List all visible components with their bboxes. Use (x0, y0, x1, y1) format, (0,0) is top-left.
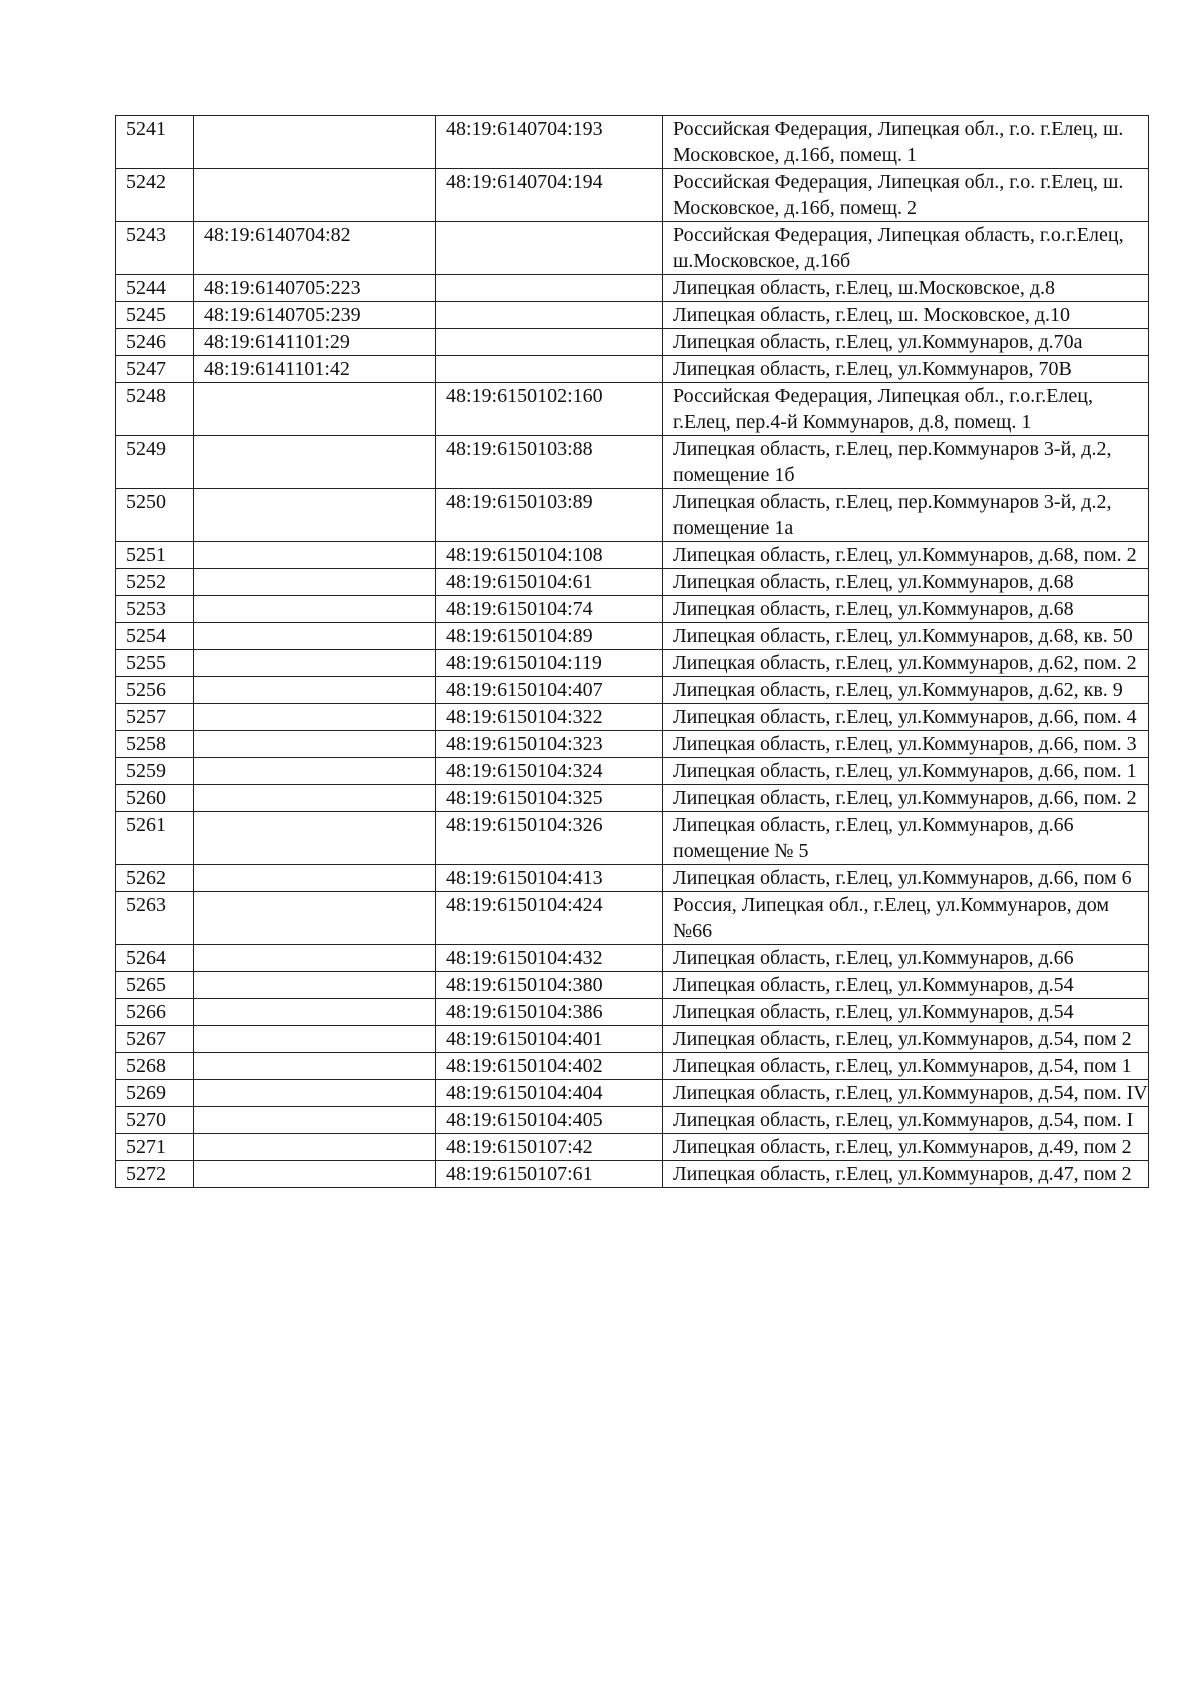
address-cell: Российская Федерация, Липецкая обл., г.о. г.Елец, ш. Московское, д.16б, помещ. 2 (663, 169, 1149, 222)
land-cadastral-number-cell (194, 999, 436, 1026)
row-number-cell: 5261 (116, 812, 194, 865)
address-cell: Липецкая область, г.Елец, ул.Коммунаров, д.68 (663, 596, 1149, 623)
table-row (116, 1107, 1149, 1134)
object-cadastral-number-cell: 48:19:6150104:322 (436, 704, 663, 731)
land-cadastral-number-cell (194, 1026, 436, 1053)
land-cadastral-number-cell (194, 383, 436, 436)
row-number-cell: 5272 (116, 1161, 194, 1188)
land-cadastral-number-cell (194, 677, 436, 704)
address-cell: Липецкая область, г.Елец, ул.Коммунаров, д.66, пом. 3 (663, 731, 1149, 758)
object-cadastral-number-cell: 48:19:6150102:160 (436, 383, 663, 436)
address-cell: Липецкая область, г.Елец, ул.Коммунаров, д.54 (663, 999, 1149, 1026)
row-number-cell: 5268 (116, 1053, 194, 1080)
row-number-cell: 5246 (116, 329, 194, 356)
row-number-cell: 5241 (116, 116, 194, 169)
table-row (116, 731, 1149, 758)
address-cell: Липецкая область, г.Елец, ул.Коммунаров, д.54, пом 2 (663, 1026, 1149, 1053)
address-cell: Липецкая область, г.Елец, ш. Московское, д.10 (663, 302, 1149, 329)
object-cadastral-number-cell: 48:19:6150104:407 (436, 677, 663, 704)
table-row (116, 892, 1149, 945)
land-cadastral-number-cell: 48:19:6140704:82 (194, 222, 436, 275)
address-cell: Липецкая область, г.Елец, пер.Коммунаров 3-й, д.2, помещение 1а (663, 489, 1149, 542)
address-cell: Российская Федерация, Липецкая обл., г.о. г.Елец, ш. Московское, д.16б, помещ. 1 (663, 116, 1149, 169)
table-row (116, 542, 1149, 569)
land-cadastral-number-cell (194, 1107, 436, 1134)
land-cadastral-number-cell (194, 1080, 436, 1107)
address-cell: Липецкая область, г.Елец, ул.Коммунаров, д.54, пом 1 (663, 1053, 1149, 1080)
address-cell: Липецкая область, г.Елец, ул.Коммунаров, д.66, пом 6 (663, 865, 1149, 892)
address-cell: Липецкая область, г.Елец, ул.Коммунаров, д.68, кв. 50 (663, 623, 1149, 650)
object-cadastral-number-cell: 48:19:6150104:424 (436, 892, 663, 945)
row-number-cell: 5251 (116, 542, 194, 569)
row-number-cell: 5256 (116, 677, 194, 704)
address-cell: Липецкая область, г.Елец, ул.Коммунаров, д.54 (663, 972, 1149, 999)
row-number-cell: 5266 (116, 999, 194, 1026)
row-number-cell: 5271 (116, 1134, 194, 1161)
table-row (116, 972, 1149, 999)
object-cadastral-number-cell: 48:19:6150104:380 (436, 972, 663, 999)
object-cadastral-number-cell: 48:19:6150104:326 (436, 812, 663, 865)
row-number-cell: 5254 (116, 623, 194, 650)
table-row (116, 222, 1149, 275)
land-cadastral-number-cell: 48:19:6140705:239 (194, 302, 436, 329)
registry-table-body (116, 116, 1149, 1188)
row-number-cell: 5247 (116, 356, 194, 383)
land-cadastral-number-cell (194, 542, 436, 569)
row-number-cell: 5262 (116, 865, 194, 892)
row-number-cell: 5252 (116, 569, 194, 596)
row-number-cell: 5249 (116, 436, 194, 489)
object-cadastral-number-cell: 48:19:6150104:323 (436, 731, 663, 758)
object-cadastral-number-cell: 48:19:6150107:61 (436, 1161, 663, 1188)
object-cadastral-number-cell: 48:19:6150104:61 (436, 569, 663, 596)
object-cadastral-number-cell (436, 329, 663, 356)
address-cell: Россия, Липецкая обл., г.Елец, ул.Коммунаров, дом №66 (663, 892, 1149, 945)
object-cadastral-number-cell (436, 302, 663, 329)
address-cell: Липецкая область, г.Елец, ул.Коммунаров, д.47, пом 2 (663, 1161, 1149, 1188)
row-number-cell: 5257 (116, 704, 194, 731)
object-cadastral-number-cell: 48:19:6140704:193 (436, 116, 663, 169)
object-cadastral-number-cell: 48:19:6150104:402 (436, 1053, 663, 1080)
table-row (116, 865, 1149, 892)
address-cell: Липецкая область, г.Елец, ул.Коммунаров, д.68 (663, 569, 1149, 596)
table-row (116, 489, 1149, 542)
address-cell: Липецкая область, г.Елец, ул.Коммунаров, д.54, пом. I (663, 1107, 1149, 1134)
address-cell: Липецкая область, г.Елец, ул.Коммунаров, д.66, пом. 4 (663, 704, 1149, 731)
table-row (116, 436, 1149, 489)
land-cadastral-number-cell (194, 489, 436, 542)
table-row (116, 169, 1149, 222)
row-number-cell: 5264 (116, 945, 194, 972)
object-cadastral-number-cell: 48:19:6150104:413 (436, 865, 663, 892)
object-cadastral-number-cell: 48:19:6150104:401 (436, 1026, 663, 1053)
table-row (116, 785, 1149, 812)
table-row (116, 704, 1149, 731)
land-cadastral-number-cell (194, 972, 436, 999)
table-row (116, 1134, 1149, 1161)
table-row (116, 329, 1149, 356)
address-cell: Российская Федерация, Липецкая область, г.о.г.Елец, ш.Московское, д.16б (663, 222, 1149, 275)
land-cadastral-number-cell (194, 892, 436, 945)
land-cadastral-number-cell (194, 650, 436, 677)
table-row (116, 275, 1149, 302)
land-cadastral-number-cell (194, 1161, 436, 1188)
land-cadastral-number-cell (194, 623, 436, 650)
object-cadastral-number-cell: 48:19:6150104:74 (436, 596, 663, 623)
row-number-cell: 5267 (116, 1026, 194, 1053)
table-row (116, 1026, 1149, 1053)
row-number-cell: 5263 (116, 892, 194, 945)
address-cell: Российская Федерация, Липецкая обл., г.о.г.Елец, г.Елец, пер.4-й Коммунаров, д.8, помещ. 1 (663, 383, 1149, 436)
row-number-cell: 5250 (116, 489, 194, 542)
address-cell: Липецкая область, г.Елец, ул.Коммунаров, д.66, пом. 2 (663, 785, 1149, 812)
address-cell: Липецкая область, г.Елец, пер.Коммунаров 3-й, д.2, помещение 1б (663, 436, 1149, 489)
row-number-cell: 5245 (116, 302, 194, 329)
address-cell: Липецкая область, г.Елец, ул.Коммунаров, 70В (663, 356, 1149, 383)
object-cadastral-number-cell: 48:19:6150104:324 (436, 758, 663, 785)
land-cadastral-number-cell (194, 704, 436, 731)
land-cadastral-number-cell (194, 865, 436, 892)
land-cadastral-number-cell (194, 436, 436, 489)
land-cadastral-number-cell (194, 945, 436, 972)
row-number-cell: 5255 (116, 650, 194, 677)
object-cadastral-number-cell (436, 275, 663, 302)
table-row (116, 383, 1149, 436)
object-cadastral-number-cell: 48:19:6150104:325 (436, 785, 663, 812)
object-cadastral-number-cell (436, 222, 663, 275)
row-number-cell: 5270 (116, 1107, 194, 1134)
table-row (116, 677, 1149, 704)
object-cadastral-number-cell: 48:19:6150103:88 (436, 436, 663, 489)
table-row (116, 999, 1149, 1026)
object-cadastral-number-cell: 48:19:6150104:432 (436, 945, 663, 972)
address-cell: Липецкая область, г.Елец, ул.Коммунаров, д.66, пом. 1 (663, 758, 1149, 785)
table-row (116, 945, 1149, 972)
row-number-cell: 5258 (116, 731, 194, 758)
address-cell: Липецкая область, г.Елец, ул.Коммунаров, д.62, пом. 2 (663, 650, 1149, 677)
land-cadastral-number-cell (194, 1134, 436, 1161)
registry-table (115, 115, 1149, 1188)
table-row (116, 1161, 1149, 1188)
address-cell: Липецкая область, г.Елец, ул.Коммунаров, д.62, кв. 9 (663, 677, 1149, 704)
table-row (116, 302, 1149, 329)
address-cell: Липецкая область, г.Елец, ш.Московское, д.8 (663, 275, 1149, 302)
address-cell: Липецкая область, г.Елец, ул.Коммунаров, д.66 (663, 945, 1149, 972)
address-cell: Липецкая область, г.Елец, ул.Коммунаров, д.68, пом. 2 (663, 542, 1149, 569)
land-cadastral-number-cell (194, 569, 436, 596)
row-number-cell: 5248 (116, 383, 194, 436)
table-row (116, 758, 1149, 785)
object-cadastral-number-cell: 48:19:6150104:108 (436, 542, 663, 569)
table-row (116, 650, 1149, 677)
land-cadastral-number-cell (194, 731, 436, 758)
table-row (116, 812, 1149, 865)
land-cadastral-number-cell (194, 596, 436, 623)
table-row (116, 356, 1149, 383)
row-number-cell: 5269 (116, 1080, 194, 1107)
object-cadastral-number-cell: 48:19:6150103:89 (436, 489, 663, 542)
row-number-cell: 5260 (116, 785, 194, 812)
land-cadastral-number-cell: 48:19:6141101:42 (194, 356, 436, 383)
table-row (116, 1080, 1149, 1107)
land-cadastral-number-cell (194, 785, 436, 812)
object-cadastral-number-cell: 48:19:6150104:89 (436, 623, 663, 650)
land-cadastral-number-cell: 48:19:6141101:29 (194, 329, 436, 356)
object-cadastral-number-cell: 48:19:6150104:119 (436, 650, 663, 677)
row-number-cell: 5253 (116, 596, 194, 623)
object-cadastral-number-cell: 48:19:6150107:42 (436, 1134, 663, 1161)
table-row (116, 1053, 1149, 1080)
address-cell: Липецкая область, г.Елец, ул.Коммунаров, д.70а (663, 329, 1149, 356)
table-row (116, 596, 1149, 623)
object-cadastral-number-cell: 48:19:6150104:405 (436, 1107, 663, 1134)
row-number-cell: 5242 (116, 169, 194, 222)
object-cadastral-number-cell: 48:19:6140704:194 (436, 169, 663, 222)
object-cadastral-number-cell (436, 356, 663, 383)
row-number-cell: 5243 (116, 222, 194, 275)
land-cadastral-number-cell (194, 758, 436, 785)
row-number-cell: 5265 (116, 972, 194, 999)
land-cadastral-number-cell (194, 1053, 436, 1080)
land-cadastral-number-cell: 48:19:6140705:223 (194, 275, 436, 302)
object-cadastral-number-cell: 48:19:6150104:404 (436, 1080, 663, 1107)
land-cadastral-number-cell (194, 169, 436, 222)
row-number-cell: 5244 (116, 275, 194, 302)
table-row (116, 623, 1149, 650)
object-cadastral-number-cell: 48:19:6150104:386 (436, 999, 663, 1026)
table-row (116, 569, 1149, 596)
address-cell: Липецкая область, г.Елец, ул.Коммунаров, д.66 помещение № 5 (663, 812, 1149, 865)
table-row (116, 116, 1149, 169)
row-number-cell: 5259 (116, 758, 194, 785)
address-cell: Липецкая область, г.Елец, ул.Коммунаров, д.54, пом. IV (663, 1080, 1149, 1107)
land-cadastral-number-cell (194, 812, 436, 865)
address-cell: Липецкая область, г.Елец, ул.Коммунаров, д.49, пом 2 (663, 1134, 1149, 1161)
land-cadastral-number-cell (194, 116, 436, 169)
